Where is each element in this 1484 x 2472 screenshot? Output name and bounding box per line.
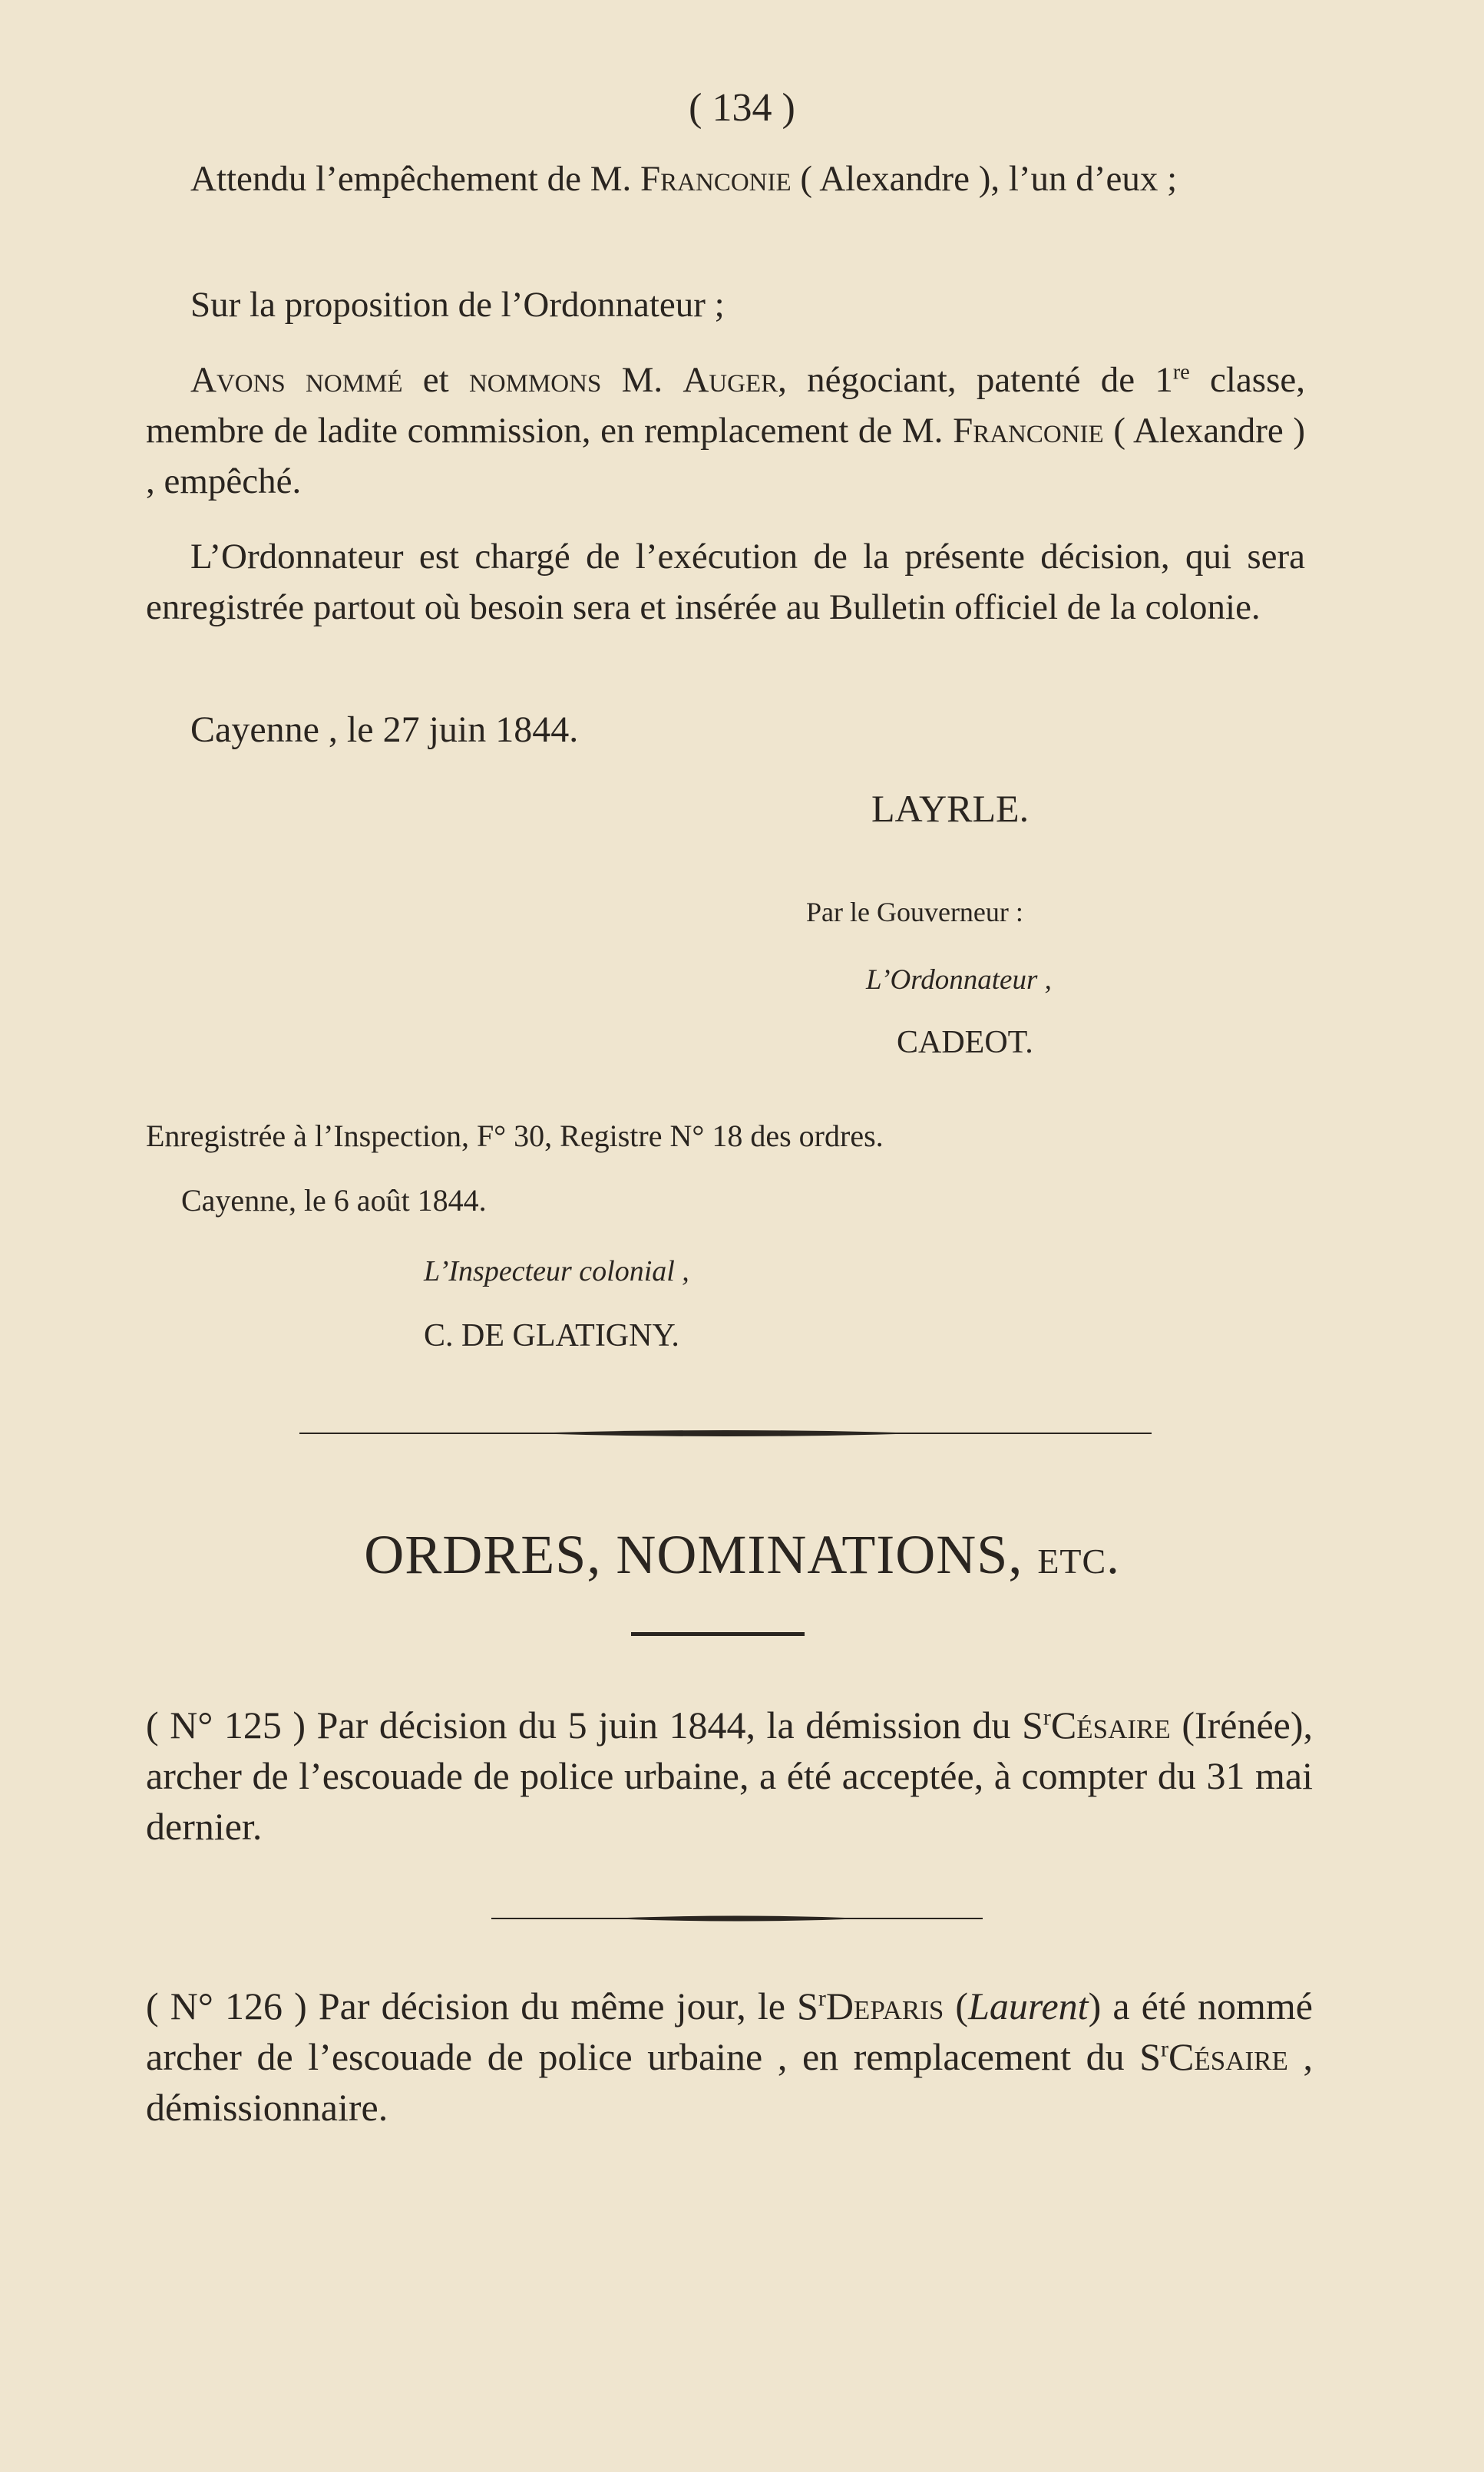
governor-signature: LAYRLE.	[871, 787, 1030, 830]
registration-date: Cayenne, le 6 août 1844.	[181, 1183, 487, 1218]
entry-126: ( N° 126 ) Par décision du même jour, le $S^rDeparis$ (Laurent) a été nommé archer de l’escouade de police urbaine , en remplacement du $S^rCésaire$ , démissionnaire.	[146, 1985, 1313, 2129]
entry-125: ( N° 125 ) Par décision du 5 juin 1844, la démission du $S^rCésaire$ (Irénée), archer de l’escouade de police urbaine, a été acceptée, à compter du 31 mai dernier.	[146, 1704, 1314, 1848]
ordonnateur-signature: CADEOT.	[897, 1025, 1033, 1060]
page-number: ( 134 )	[689, 86, 795, 130]
inspector-signature: C. DE GLATIGNY.	[424, 1318, 679, 1353]
section-title: ORDRES, NOMINATIONS, etc.	[364, 1524, 1120, 1585]
par-le-gouverneur: Par le Gouverneur :	[806, 897, 1023, 927]
paragraph-attendu: Attendu l’empêchement de M. Franconie ( Alexandre ), l’un d’eux ;	[190, 159, 1178, 199]
decision-date: Cayenne , le 27 juin 1844.	[190, 709, 579, 750]
paragraph-proposition: Sur la proposition de l’Ordonnateur ;	[190, 285, 725, 325]
inspector-title: L’Inspecteur colonial ,	[424, 1255, 689, 1287]
entry-divider-rule	[491, 1913, 983, 1924]
title-underline	[631, 1632, 805, 1636]
registration-line: Enregistrée à l’Inspection, F° 30, Registre N° 18 des ordres.	[146, 1119, 884, 1153]
ordonnateur-title: L’Ordonnateur ,	[866, 964, 1052, 996]
paragraph-execution: L’Ordonnateur est chargé de l’exécution de la présente décision, qui sera enregistrée partout où besoin sera et insérée au Bulletin officiel de la colonie.	[146, 537, 1305, 627]
paragraph-avons-nomme: Avons nommé et nommons M. Auger, négociant, patenté de 1re classe, membre de ladite commission, en remplacement de M. Franconie ( Alexandre ) , empêché.	[146, 360, 1305, 501]
section-divider-rule	[299, 1428, 1152, 1439]
